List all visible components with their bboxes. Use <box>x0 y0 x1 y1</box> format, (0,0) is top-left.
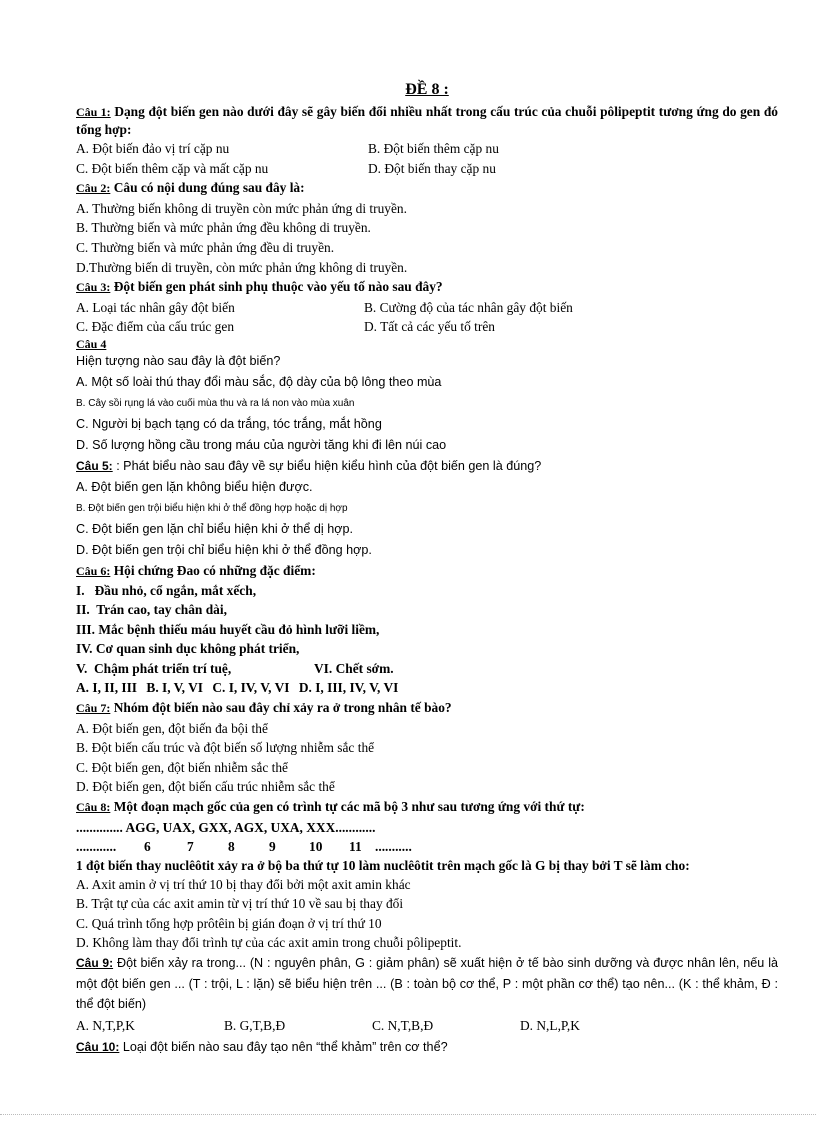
question-3 <box>76 277 778 337</box>
option-b: B. Cây sồi rụng lá vào cuối mùa thu và ra lá non vào mùa xuân <box>76 397 355 409</box>
trait-5: V. Chậm phát triển trí tuệ, <box>76 660 232 676</box>
codon-positions <box>76 837 778 857</box>
option-c: C. I, IV, V, VI <box>212 680 290 696</box>
question-label: Câu 6: <box>76 563 111 578</box>
question-label: Câu 7: <box>76 700 111 715</box>
option-d: D. Đột biến thay cặp nu <box>368 160 496 176</box>
question-label: Câu 4 <box>76 336 107 351</box>
option-d: D. Đột biến gen trội chỉ biểu hiện khi ở thể đồng hợp. <box>76 542 372 557</box>
option-a: A. Đột biến gen, đột biến đa bội thể <box>76 720 268 736</box>
option-d: D. Đột biến gen, đột biến cấu trúc nhiễm sắc thể <box>76 779 335 795</box>
option-a: A. Đột biến đảo vị trí cặp nu <box>76 141 230 156</box>
option-c: C. Người bị bạch tạng có da trắng, tóc trắng, mắt hồng <box>76 416 382 431</box>
option-b: B. I, V, VI <box>146 680 203 696</box>
option-d: D.Thường biến di truyền, còn mức phản ứng không di truyền. <box>76 259 408 275</box>
option-b: B. Đột biến cấu trúc và đột biến số lượng nhiễm sắc thể <box>76 740 375 756</box>
option-d: D. Không làm thay đổi trình tự của các axit amin trong chuỗi pôlipeptit. <box>76 935 462 951</box>
question-text: Hiện tượng nào sau đây là đột biến? <box>76 353 281 368</box>
question-text: Hội chứng Đao có những đặc điểm: <box>113 562 316 578</box>
option-d: D. Số lượng hồng cầu trong máu của người tăng khi đi lên núi cao <box>76 437 447 452</box>
option-a: A. I, II, III <box>76 680 138 696</box>
trait-1: I. Đầu nhỏ, cổ ngắn, mắt xếch, <box>76 582 257 598</box>
trait-6: VI. Chết sớm. <box>314 660 394 676</box>
question-label: Câu 1: <box>76 105 111 119</box>
position-number: 11 <box>349 839 362 855</box>
option-d: D. N,L,P,K <box>520 1017 580 1033</box>
option-a: A. Axit amin ở vị trí thứ 10 bị thay đổi bởi một axit amin khác <box>76 876 411 892</box>
trait-2: II. Trán cao, tay chân dài, <box>76 602 227 618</box>
question-6 <box>76 561 778 698</box>
trait-3: III. Mắc bệnh thiếu máu huyết cầu đỏ hình lưỡi liềm, <box>76 621 380 637</box>
position-number: 6 <box>144 839 151 855</box>
question-text: Câu có nội dung đúng sau đây là: <box>113 180 305 196</box>
question-text: Dạng đột biến gen nào dưới đây sẽ gây biến đổi nhiều nhất trong cấu trúc của chuỗi pôlipeptit tương ứng do gen đó tổng hợp: <box>76 104 778 137</box>
question-stem: 1 đột biến thay nuclêôtit xảy ra ở bộ ba thứ tự 10 làm nuclêôtit trên mạch gốc là G bị thay bởi T sẽ làm cho: <box>76 857 690 873</box>
page-title: ĐỀ 8 : <box>405 81 449 98</box>
option-d: D. Tất cả các yếu tố trên <box>364 319 495 335</box>
codon-sequence: .............. AGG, UAX, GXX, AGX, UXA, XXX............ <box>76 819 376 835</box>
position-number: 9 <box>269 839 276 855</box>
position-number: 8 <box>228 839 235 855</box>
question-label: Câu 10: <box>76 1039 120 1054</box>
option-c: C. Đột biến gen lặn chỉ biểu hiện khi ở thể dị hợp. <box>76 521 353 536</box>
option-c: C. Đột biến thêm cặp và mất cặp nu <box>76 160 269 176</box>
option-a: A. Loại tác nhân gây đột biến <box>76 299 235 315</box>
question-7 <box>76 698 778 797</box>
positions-suffix: ........... <box>375 839 412 855</box>
question-text: : Phát biểu nào sau đây về sự biểu hiện kiểu hình của đột biến gen là đúng? <box>116 458 542 473</box>
question-4 <box>76 337 778 456</box>
question-10 <box>76 1037 778 1057</box>
question-5 <box>76 456 778 561</box>
option-b: B. Trật tự của các axit amin từ vị trí thứ 10 về sau bị thay đổi <box>76 896 404 912</box>
question-text: Một đoạn mạch gốc của gen có trình tự các mã bộ 3 như sau tương ứng với thứ tự: <box>113 798 585 814</box>
question-label: Câu 9: <box>76 956 114 971</box>
question-label: Câu 5: <box>76 458 113 473</box>
question-text: Nhóm đột biến nào sau đây chỉ xảy ra ở trong nhân tế bào? <box>113 699 452 715</box>
question-label: Câu 2: <box>76 181 111 196</box>
option-c: C. Đột biến gen, đột biến nhiễm sắc thể <box>76 759 288 775</box>
position-number: 10 <box>309 839 323 855</box>
question-8 <box>76 797 778 953</box>
question-text: Loại đột biến nào sau đây tạo nên “thể khảm” trên cơ thể? <box>122 1039 448 1054</box>
option-b: B. Đột biến thêm cặp nu <box>368 141 499 156</box>
option-c: C. N,T,B,Đ <box>372 1017 434 1033</box>
question-1 <box>76 103 778 178</box>
option-c: C. Thường biến và mức phản ứng đều di truyền. <box>76 239 335 255</box>
option-b: B. Cường độ của tác nhân gây đột biến <box>364 299 573 315</box>
option-b: B. Thường biến và mức phản ứng đều không di truyền. <box>76 220 371 236</box>
positions-prefix: ............ <box>76 839 117 855</box>
option-a: A. Thường biến không di truyền còn mức phản ứng di truyền. <box>76 200 407 216</box>
option-a: A. Đột biến gen lặn không biểu hiện được. <box>76 479 313 494</box>
option-c: C. Quá trình tổng hợp prôtêin bị gián đoạn ở vị trí thứ 10 <box>76 915 382 931</box>
option-c: C. Đặc điểm của cấu trúc gen <box>76 319 235 335</box>
option-a: A. N,T,P,K <box>76 1017 135 1033</box>
page-bottom-rule <box>0 1114 816 1115</box>
option-d: D. I, III, IV, V, VI <box>298 680 399 696</box>
exam-page <box>76 80 778 1057</box>
position-number: 7 <box>187 839 194 855</box>
option-b: B. G,T,B,Đ <box>224 1017 286 1033</box>
question-label: Câu 8: <box>76 799 111 814</box>
option-b: B. Đột biến gen trội biểu hiện khi ở thể đồng hợp hoặc dị hợp <box>76 502 348 514</box>
question-2 <box>76 178 778 277</box>
question-9 <box>76 953 778 1037</box>
trait-4: IV. Cơ quan sinh dục không phát triển, <box>76 641 300 657</box>
question-text: Đột biến gen phát sinh phụ thuộc vào yếu tố nào sau đây? <box>113 279 443 295</box>
option-a: A. Một số loài thú thay đổi màu sắc, độ dày của bộ lông theo mùa <box>76 374 442 389</box>
question-label: Câu 3: <box>76 280 111 295</box>
question-text: Đột biến xảy ra trong... (N : nguyên phân, G : giảm phân) sẽ xuất hiện ở tế bào sinh dưỡng và được nhân lên, nếu là một đột biến gen ... (T : trội, L : lặn) sẽ biểu hiện trên ... (B : toàn bộ cơ thể, P : một phần cơ thể) tạo nên... (K : thể khảm, Đ : thể đột biến) <box>76 956 778 1012</box>
